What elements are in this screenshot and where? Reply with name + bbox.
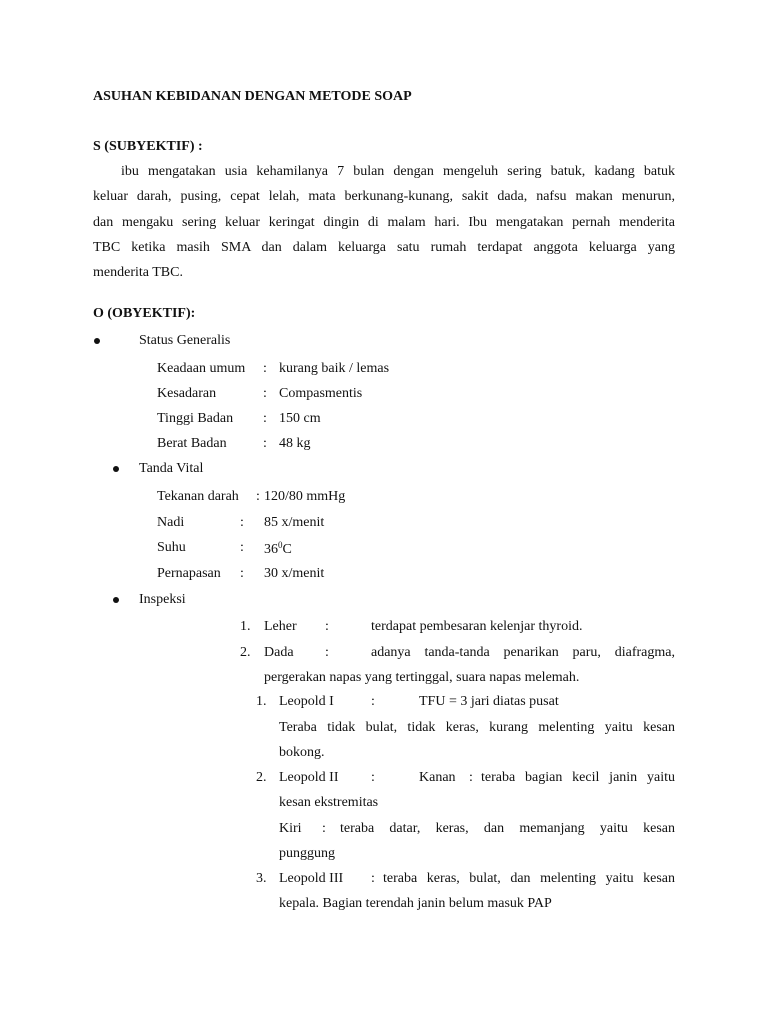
leopold-kiri-value: teraba datar, keras, dan memanjang yaitu kesan xyxy=(340,821,675,836)
leopold-kiri-key: Kiri xyxy=(279,821,302,836)
leopold-key: Leopold III xyxy=(279,871,344,886)
leopold-line: bokong. xyxy=(279,745,325,760)
vital-sep: : xyxy=(240,566,244,581)
subjective-line: dan mengaku sering keluar keringat dingin di malam hari. Ibu mengatakan pernah menderita xyxy=(93,215,675,230)
inspeksi-key: Leher xyxy=(264,619,297,634)
generalis-value: 150 cm xyxy=(279,411,321,426)
leopold-line: kepala. Bagian terendah janin belum masuk PAP xyxy=(279,896,552,911)
leopold-kiri-sep: : xyxy=(322,821,326,836)
document-title: ASUHAN KEBIDANAN DENGAN METODE SOAP xyxy=(93,89,412,104)
generalis-sep: : xyxy=(263,436,267,451)
bullet-icon xyxy=(94,338,100,344)
objective-heading: O (OBYEKTIF): xyxy=(93,306,196,321)
inspeksi-label: Inspeksi xyxy=(139,592,186,607)
inspeksi-key: Dada xyxy=(264,645,294,660)
inspeksi-sep: : xyxy=(325,645,329,660)
vital-sep: : xyxy=(256,489,260,504)
subjective-heading: S (SUBYEKTIF) : xyxy=(93,139,203,154)
vital-value: 120/80 mmHg xyxy=(264,489,346,504)
inspeksi-num: 2. xyxy=(240,645,251,660)
vital-key: Nadi xyxy=(157,515,185,530)
leopold-num: 2. xyxy=(256,770,267,785)
leopold-sep: : xyxy=(371,770,375,785)
vital-value-temperature: $36^0C$ xyxy=(264,540,292,557)
generalis-sep: : xyxy=(263,411,267,426)
subjective-line: TBC ketika masih SMA dan dalam keluarga satu rumah terdapat anggota keluarga yang xyxy=(93,240,675,255)
leopold-kiri-cont: punggung xyxy=(279,846,335,861)
generalis-key: Kesadaran xyxy=(157,386,217,401)
leopold-key: Leopold I xyxy=(279,694,334,709)
leopold-sep: : xyxy=(371,871,375,886)
generalis-sep: : xyxy=(263,361,267,376)
leopold-sep: : xyxy=(371,694,375,709)
subjective-line: ibu mengatakan usia kehamilanya 7 bulan dengan mengeluh sering batuk, kadang batuk xyxy=(121,164,675,179)
leopold-key: Leopold II xyxy=(279,770,339,785)
generalis-value: Compasmentis xyxy=(279,386,363,401)
inspeksi-value-cont: pergerakan napas yang tertinggal, suara napas melemah. xyxy=(264,670,580,685)
leopold-line: Teraba tidak bulat, tidak keras, kurang melenting yaitu kesan xyxy=(279,720,675,735)
bullet-icon xyxy=(113,597,119,603)
bullet-icon xyxy=(113,466,119,472)
vital-sep: : xyxy=(240,540,244,555)
generalis-key: Tinggi Badan xyxy=(157,411,234,426)
vital-key: Pernapasan xyxy=(157,566,221,581)
vital-value: 85 x/menit xyxy=(264,515,325,530)
leopold-line: kesan ekstremitas xyxy=(279,795,379,810)
inspeksi-num: 1. xyxy=(240,619,251,634)
leopold-num: 1. xyxy=(256,694,267,709)
vital-key: Suhu xyxy=(157,540,186,555)
inspeksi-value: terdapat pembesaran kelenjar thyroid. xyxy=(371,619,583,634)
vital-value: 30 x/menit xyxy=(264,566,325,581)
generalis-sep: : xyxy=(263,386,267,401)
leopold-value-sep: : xyxy=(469,770,473,785)
subjective-line: menderita TBC. xyxy=(93,265,183,280)
inspeksi-value: adanya tanda-tanda penarikan paru, diafragma, xyxy=(371,645,675,660)
subjective-line: keluar darah, pusing, cepat lelah, mata berkunang-kunang, sakit dada, nafsu makan menurun, xyxy=(93,189,675,204)
vital-sep: : xyxy=(240,515,244,530)
generalis-key: Berat Badan xyxy=(157,436,227,451)
vital-key: Tekanan darah xyxy=(157,489,239,504)
leopold-value: teraba keras, bulat, dan melenting yaitu kesan xyxy=(383,871,675,886)
leopold-value: TFU = 3 jari diatas pusat xyxy=(419,694,559,709)
leopold-value: teraba bagian kecil janin yaitu xyxy=(481,770,675,785)
generalis-value: kurang baik / lemas xyxy=(279,361,390,376)
generalis-value: 48 kg xyxy=(279,436,311,451)
generalis-key: Keadaan umum xyxy=(157,361,246,376)
leopold-num: 3. xyxy=(256,871,267,886)
leopold-value-key: Kanan xyxy=(419,770,456,785)
inspeksi-sep: : xyxy=(325,619,329,634)
tanda-vital-label: Tanda Vital xyxy=(139,461,204,476)
status-generalis-label: Status Generalis xyxy=(139,333,231,348)
